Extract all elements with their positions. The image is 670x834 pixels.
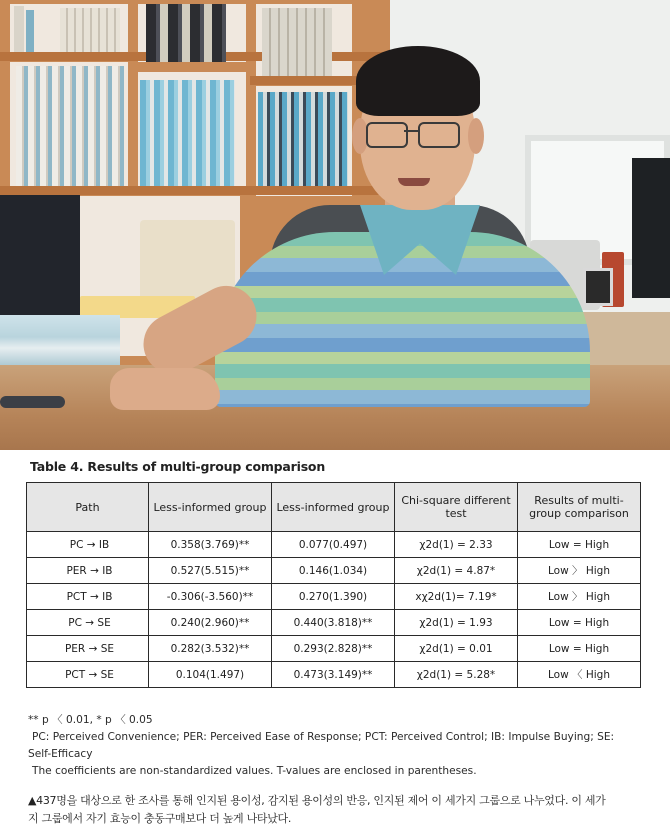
result-cell: Low 〈 High [518,662,641,688]
paper-stack [0,315,120,370]
hair [356,46,480,116]
abbreviations-note: PC: Perceived Convenience; PER: Perceived Ease of Response; PCT: Perceived Control; IB: Impulse Buying; SE: [32,731,615,743]
glasses-left-lens [366,122,408,148]
result-cell: Low 〉 High [518,558,641,584]
coefficient-cell: 0.282(3.532)** [149,636,272,662]
path-cell: PCT → SE [27,662,149,688]
coefficient-cell: 0.146(1.034) [272,558,395,584]
phone-on-desk [0,396,65,408]
table-row [27,558,641,584]
black-binder [0,195,80,315]
results-table [26,482,641,688]
table-row [27,636,641,662]
glasses-bridge [404,130,418,132]
chi-square-cell: χ2d(1) = 1.93 [395,610,518,636]
column-header-chi-square: Chi-square different test [395,483,518,532]
result-cell: Low = High [518,532,641,558]
computer-monitor [632,158,670,298]
coefficient-cell: 0.104(1.497) [149,662,272,688]
result-cell: Low = High [518,610,641,636]
table-notes [28,712,648,780]
coefficient-cell: 0.240(2.960)** [149,610,272,636]
column-header-path: Path [27,483,149,532]
abbreviations-note-continued: Self-Efficacy [28,748,93,760]
table-row [27,584,641,610]
right-ear [468,118,484,154]
mouth [398,178,430,186]
path-cell: PC → SE [27,610,149,636]
coefficients-note: The coefficients are non-standardized values. T-values are enclosed in parentheses. [32,765,477,777]
column-header-less-informed-2: Less-informed group [272,483,395,532]
coefficient-cell: -0.306(-3.560)** [149,584,272,610]
path-cell: PC → IB [27,532,149,558]
chi-square-cell: χ2d(1) = 5.28* [395,662,518,688]
coefficient-cell: 0.473(3.149)** [272,662,395,688]
caption-line: 지 그룹에서 자기 효능이 충동구매보다 더 높게 나타났다. [28,812,292,825]
chi-square-cell: χ2d(1) = 0.01 [395,636,518,662]
caption-line: ▲437명을 대상으로 한 조사를 통해 인지된 용이성, 감지된 용이성의 반응, 인지된 제어 이 세가지 그룹으로 나누었다. 이 세가 [28,794,606,807]
coefficient-cell: 0.440(3.818)** [272,610,395,636]
coefficient-cell: 0.527(5.515)** [149,558,272,584]
photo-caption [28,792,653,828]
table-title: Table 4. Results of multi-group comparison [30,459,326,474]
coefficient-cell: 0.293(2.828)** [272,636,395,662]
path-cell: PCT → IB [27,584,149,610]
hand-on-desk [110,368,220,410]
path-cell: PER → SE [27,636,149,662]
result-cell: Low 〉 High [518,584,641,610]
coefficient-cell: 0.077(0.497) [272,532,395,558]
coefficient-cell: 0.270(1.390) [272,584,395,610]
table-row [27,532,641,558]
chi-square-cell: χ2d(1) = 2.33 [395,532,518,558]
desk-clock [583,268,613,306]
chi-square-cell: xχ2d(1)= 7.19* [395,584,518,610]
chi-square-cell: χ2d(1) = 4.87* [395,558,518,584]
column-header-results: Results of multi-group comparison [518,483,641,532]
result-cell: Low = High [518,636,641,662]
path-cell: PER → IB [27,558,149,584]
table-row [27,662,641,688]
significance-note: ** p 〈 0.01, * p 〈 0.05 [28,714,153,726]
table-header-row [27,483,641,532]
coefficient-cell: 0.358(3.769)** [149,532,272,558]
table-row [27,610,641,636]
glasses-right-lens [418,122,460,148]
column-header-less-informed-1: Less-informed group [149,483,272,532]
